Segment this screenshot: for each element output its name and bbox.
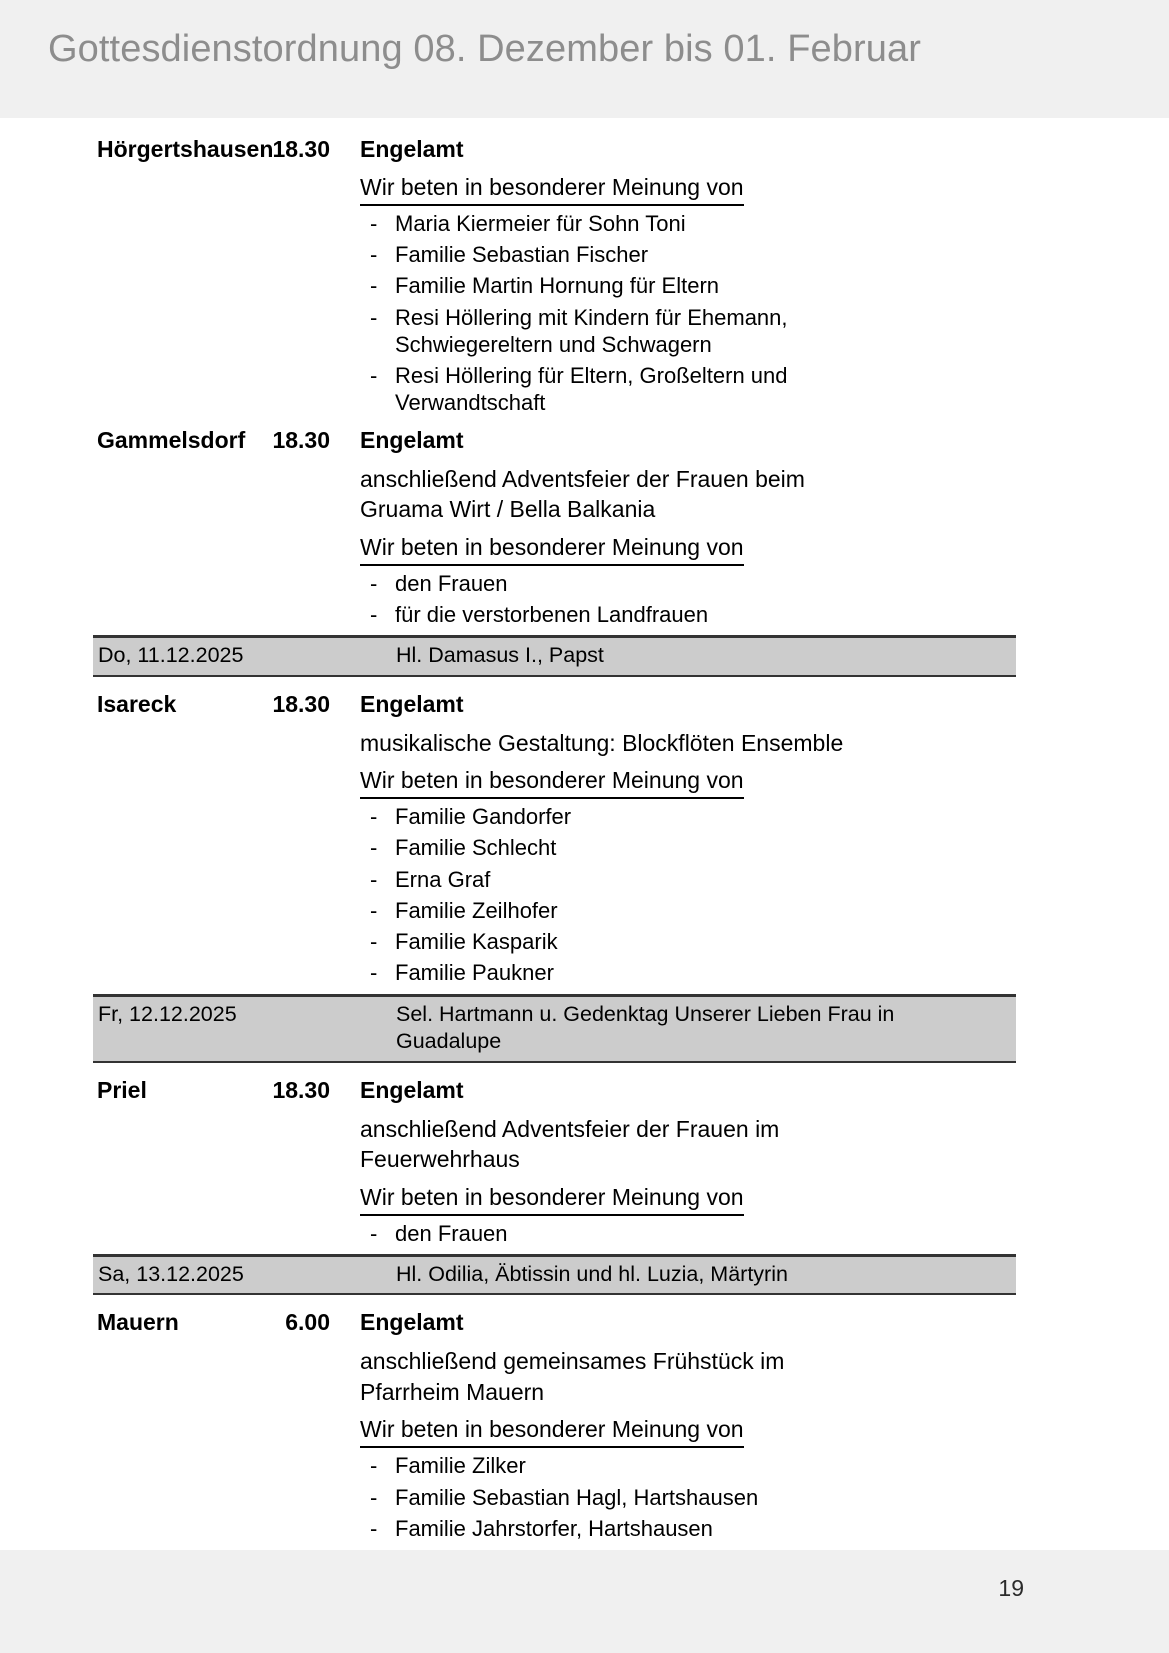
service-type: Engelamt (360, 1076, 464, 1103)
intentions-list (360, 803, 1109, 987)
intention-text: Familie Sebastian Fischer (395, 242, 649, 268)
intention-text: Erna Graf (395, 866, 491, 892)
intentions-heading: Wir beten in besonderer Meinung von (360, 1183, 744, 1216)
service-note: anschließend Adventsfeier der Frauen im Feuerwehrhaus (360, 1115, 780, 1173)
intention-item (360, 1484, 885, 1511)
intentions-list (360, 1220, 1109, 1247)
bullet-dash: - (370, 929, 378, 955)
service-details (330, 1076, 1169, 1247)
service-details (330, 135, 1169, 417)
service-details (330, 690, 1169, 987)
bullet-dash: - (370, 897, 378, 923)
service-note: anschließend gemeinsames Frühstück im Pfarrheim Mauern (360, 1348, 785, 1405)
intention-text: Familie Schlecht (395, 835, 557, 861)
document-footer (0, 1550, 1169, 1653)
page-number: 19 (998, 1575, 1024, 1601)
service-location: Mauern (97, 1309, 179, 1336)
intentions-heading: Wir beten in besonderer Meinung von (360, 766, 744, 799)
service-entry (0, 417, 1169, 628)
intention-item (360, 241, 885, 268)
service-time: 18.30 (272, 690, 330, 717)
intention-item (360, 834, 885, 861)
intention-item (360, 1515, 885, 1542)
date-label: Do, 11.12.2025 (98, 643, 244, 668)
intention-text: Familie Sebastian Hagl, Hartshausen (395, 1484, 759, 1510)
intention-item (360, 601, 885, 628)
intention-text: Familie Jahrstorfer, Hartshausen (395, 1515, 713, 1541)
date-separator-bar (93, 635, 1016, 677)
intention-item (360, 866, 885, 893)
intention-item (360, 803, 885, 830)
service-location: Isareck (97, 690, 177, 717)
intention-text: Maria Kiermeier für Sohn Toni (395, 210, 686, 236)
bullet-dash: - (370, 803, 378, 829)
bullet-dash: - (370, 1515, 378, 1541)
service-time: 18.30 (272, 136, 330, 162)
intentions-heading: Wir beten in besonderer Meinung von (360, 533, 744, 566)
date-separator-bar (93, 1254, 1016, 1296)
date-separator-bar (93, 994, 1016, 1063)
intention-text: Familie Martin Hornung für Eltern (395, 273, 720, 299)
intention-item (360, 362, 885, 417)
intentions-heading: Wir beten in besonderer Meinung von (360, 1415, 744, 1448)
service-type: Engelamt (360, 426, 464, 453)
bullet-dash: - (370, 1220, 378, 1246)
intention-text: Familie Zeilhofer (395, 897, 558, 923)
bullet-dash: - (370, 304, 378, 330)
intention-text: den Frauen (395, 1220, 508, 1246)
service-note: anschließend Adventsfeier der Frauen beim Gruama Wirt / Bella Balkania (360, 465, 805, 523)
bullet-dash: - (370, 1453, 378, 1479)
feast-day-label: Hl. Odilia, Äbtissin und hl. Luzia, Märtyrin (396, 1261, 788, 1286)
intentions-heading: Wir beten in besonderer Meinung von (360, 173, 744, 206)
intention-item (360, 897, 885, 924)
service-note: musikalische Gestaltung: Blockflöten Ensemble (360, 729, 844, 756)
service-time: 18.30 (272, 1076, 330, 1103)
bullet-dash: - (370, 835, 378, 861)
bullet-dash: - (370, 601, 378, 627)
bullet-dash: - (370, 570, 378, 596)
service-type: Engelamt (360, 136, 464, 162)
service-schedule-list (0, 118, 1169, 1636)
bullet-dash: - (370, 273, 378, 299)
page-title: Gottesdienstordnung 08. Dezember bis 01. Februar (48, 28, 921, 70)
bullet-dash: - (370, 866, 378, 892)
document-header (0, 0, 1169, 118)
service-location: Hörgertshausen (97, 136, 274, 162)
service-location: Priel (97, 1076, 147, 1103)
service-type: Engelamt (360, 1309, 464, 1336)
intention-item (360, 272, 885, 299)
bullet-dash: - (370, 242, 378, 268)
service-entry (0, 681, 1169, 987)
intention-text: Familie Gandorfer (395, 803, 572, 829)
intention-text: den Frauen (395, 570, 508, 596)
feast-day-label: Sel. Hartmann u. Gedenktag Unserer Lieben Frau in Guadalupe (396, 1001, 895, 1054)
intention-text: Resi Höllering mit Kindern für Ehemann, Schwiegereltern und Schwagern (395, 304, 788, 357)
intention-item (360, 210, 885, 237)
intention-item (360, 570, 885, 597)
date-label: Fr, 12.12.2025 (98, 1001, 237, 1026)
date-label: Sa, 13.12.2025 (98, 1261, 244, 1286)
intention-text: Familie Kasparik (395, 929, 558, 955)
intention-text: Familie Zilker (395, 1453, 526, 1479)
intentions-list (360, 570, 1109, 629)
service-location: Gammelsdorf (97, 426, 246, 453)
intention-item (360, 928, 885, 955)
document-content (0, 118, 1169, 1550)
bullet-dash: - (370, 1484, 378, 1510)
feast-day-label: Hl. Damasus I., Papst (396, 643, 604, 668)
bullet-dash: - (370, 363, 378, 389)
bullet-dash: - (370, 960, 378, 986)
intention-text: für die verstorbenen Landfrauen (395, 601, 709, 627)
intention-text: Resi Höllering für Eltern, Großeltern und Verwandtschaft (395, 363, 788, 416)
intention-item (360, 1220, 885, 1247)
intention-item (360, 959, 885, 986)
service-entry (0, 1067, 1169, 1247)
service-time: 18.30 (272, 426, 330, 453)
service-details (330, 426, 1169, 628)
bullet-dash: - (370, 210, 378, 236)
service-entry (0, 126, 1169, 417)
intention-item (360, 304, 885, 359)
service-time: 6.00 (285, 1309, 330, 1336)
intention-text: Familie Paukner (395, 960, 554, 986)
service-type: Engelamt (360, 690, 464, 717)
intention-item (360, 1452, 885, 1479)
intentions-list (360, 210, 1109, 417)
